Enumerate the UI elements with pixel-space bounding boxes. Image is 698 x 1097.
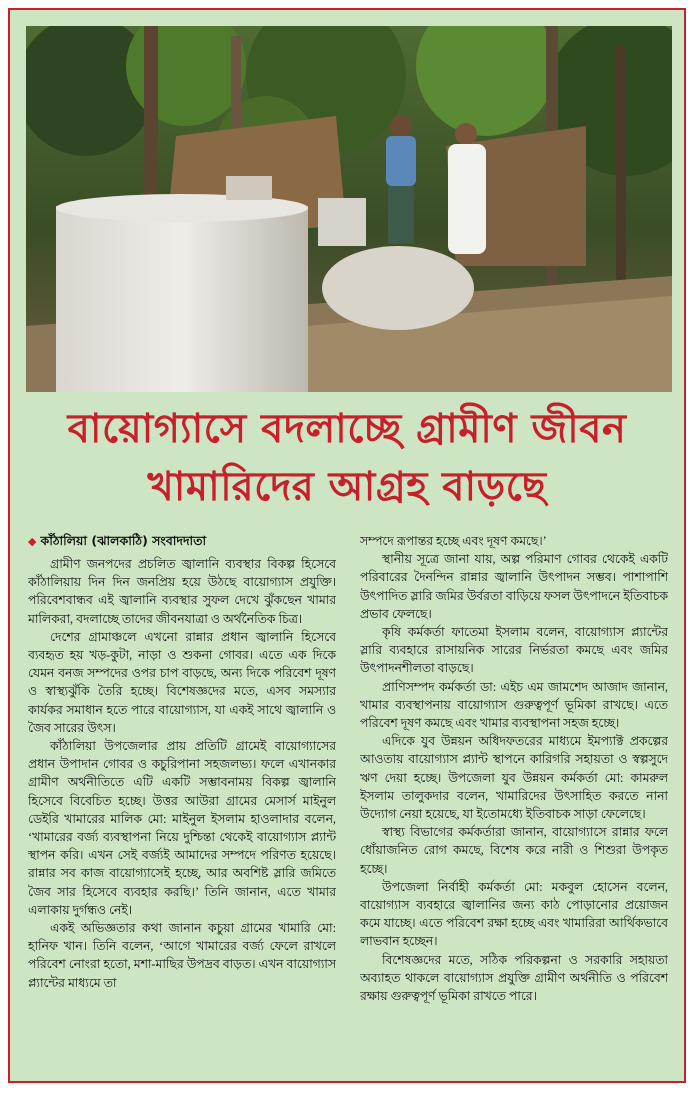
paragraph: স্থানীয় সূত্রে জানা যায়, অল্প পরিমাণ গোবর থেকেই একটি পরিবারের দৈনন্দিন রান্নার জ্বালানি উৎপাদন সম্ভব। পাশাপাশি উৎপাদিত স্লারি জমির উর্বরতা বাড়িয়ে ফসল উৎপাদনে ইতিবাচক প্রভাব ফেলছে।	[360, 552, 668, 621]
paragraph: বিশেষজ্ঞদের মতে, সঠিক পরিকল্পনা ও সরকারি সহায়তা অব্যাহত থাকলে বায়োগ্যাস প্রযুক্তি গ্রামীণ অর্থনীতি ও পরিবেশ রক্ষায় গুরুত্বপূর্ণ ভূমিকা রাখতে পারে।	[360, 952, 668, 1004]
paragraph: একই অভিজ্ঞতার কথা জানান কচুয়া গ্রামের খামারি মো: হানিফ খান। তিনি বলেন, ‘আগে খামারের বর্জ্য ফেলে রাখলে পরিবেশ নোংরা হতো, মশা-মাছির উপদ্রব বাড়ত। এখন বায়োগ্যাস প্ল্যান্টের মাধ্যমে তা	[28, 921, 336, 990]
paragraph: সম্পদে রূপান্তর হচ্ছে এবং দূষণ কমছে।’	[360, 534, 547, 548]
headline-line-2: খামারিদের আগ্রহ বাড়ছে	[147, 463, 547, 510]
byline	[28, 532, 336, 551]
news-clipping	[8, 8, 686, 1083]
column-right	[360, 532, 668, 1077]
paragraph: স্বাস্থ্য বিভাগের কর্মকর্তারা জানান, বায়োগ্যাসে রান্নার ফলে ধোঁয়াজনিত রোগ কমছে, বিশেষ করে নারী ও শিশুরা উপকৃত হচ্ছে।	[360, 825, 668, 876]
paragraph: দেশের গ্রামাঞ্চলে এখনো রান্নার প্রধান জ্বালানি হিসেবে ব্যবহৃত হয় খড়-কুটা, নাড়া ও শুকনা গোবর। এতে এক দিকে যেমন বনজ সম্পদের ওপর চাপ বাড়ছে, অন্য দিকে পরিবেশ দূষণ ও স্বাস্থ্যঝুঁকি তৈরি হচ্ছে। বিশেষজ্ঞদের মতে, এসব সমস্যার কার্যকর সমাধান হতে পারে বায়োগ্যাস, যা একই সাথে জ্বালানি ও জৈব সারের উৎস।	[28, 629, 336, 735]
paragraph: প্রাণিসম্পদ কর্মকর্তা ডা: এইচ এম জামশেদ আজাদ জানান, খামার ব্যবস্থাপনায় বায়োগ্যাস গুরুত্বপূর্ণ ভূমিকা রাখছে। এতে পরিবেশ দূষণ কমছে এবং খামার ব্যবস্থাপনা সহজ হচ্ছে।	[360, 679, 668, 731]
triangle-bullet-icon: ◆	[28, 535, 37, 548]
paragraph: গ্রামীণ জনপদের প্রচলিত জ্বালানি ব্যবস্থার বিকল্প হিসেবে কাঁঠালিয়ায় দিন দিন জনপ্রিয় হয়ে উঠছে বায়োগ্যাস প্রযুক্তি। পরিবেশবান্ধব এই জ্বালানি ব্যবস্থার সুফল দেখে ঝুঁকছেন খামার মালিকরা, বদলাচ্ছে তাদের জীবনযাত্রা ও অর্থনৈতিক চিত্র।	[28, 557, 336, 626]
paragraph: এদিকে যুব উন্নয়ন অধিদফতরের মাধ্যমে ইমপ্যাক্ট প্রকল্পের আওতায় বায়োগ্যাস প্ল্যান্ট স্থাপনে কারিগরি সহায়তা ও স্বল্পসুদে ঋণ দেয়া হচ্ছে। উপজেলা যুব উন্নয়ন কর্মকর্তা মো: কামরুল ইসলাম তালুকদার বলেন, খামারিদের উৎসাহিত করতে নানা উদ্যোগ নেয়া হয়েছে, যা ইতোমধ্যে ইতিবাচক সাড়া ফেলেছে।	[360, 734, 668, 822]
column-left	[28, 532, 336, 1077]
article-body	[28, 532, 668, 1077]
paragraph: কৃষি কর্মকর্তা ফাতেমা ইসলাম বলেন, বায়োগ্যাস প্ল্যান্টের স্লারি ব্যবহারে রাসায়নিক সারের নির্ভরতা কমছে এবং জমির উৎপাদনশীলতা বাড়ছে।	[360, 625, 668, 676]
paragraph: উপজেলা নির্বাহী কর্মকর্তা মো: মকবুল হোসেন বলেন, বায়োগ্যাস ব্যবহারে জ্বালানির জন্য কাঠ পোড়ানোর প্রয়োজন কমে যাচ্ছে। এতে পরিবেশ রক্ষা হচ্ছে এবং খামারিরা আর্থিকভাবে লাভবান হচ্ছেন।	[360, 879, 668, 949]
byline-text: কাঁঠালিয়া (ঝালকাঠি) সংবাদদাতা	[40, 533, 207, 548]
headline	[10, 400, 684, 516]
headline-line-1: বায়োগ্যাসে বদলাচ্ছে গ্রামীণ জীবন	[67, 405, 627, 452]
paragraph: কাঁঠালিয়া উপজেলার প্রায় প্রতিটি গ্রামেই বায়োগ্যাসের প্রধান উপাদান গোবর ও কচুরিপানা সহজলভ্য। ফলে এখানকার গ্রামীণ অর্থনীতিতে এটি একটি সম্ভাবনাময় বিকল্প জ্বালানি হিসেবে বিবেচিত হচ্ছে। উত্তর আউরা গ্রামের মেসার্স মাইনুল ডেইরি খামারের মালিক মো: মাইনুল ইসলাম হাওলাদার বলেন, ‘খামারের বর্জ্য ব্যবস্থাপনা নিয়ে দুশ্চিন্তা থেকেই বায়োগ্যাস প্ল্যান্ট স্থাপন করি। এখন সেই বর্জ্যই আমাদের সম্পদে পরিণত হয়েছে। রান্নার সব কাজ বায়োগ্যাসেই হচ্ছে, আর অবশিষ্ট স্লারি জমিতে জৈব সার হিসেবে ব্যবহার করছি।’ তিনি জানান, এতে খামার এলাকায় দুর্গন্ধও নেই।	[28, 739, 336, 917]
article-photo	[26, 26, 672, 392]
